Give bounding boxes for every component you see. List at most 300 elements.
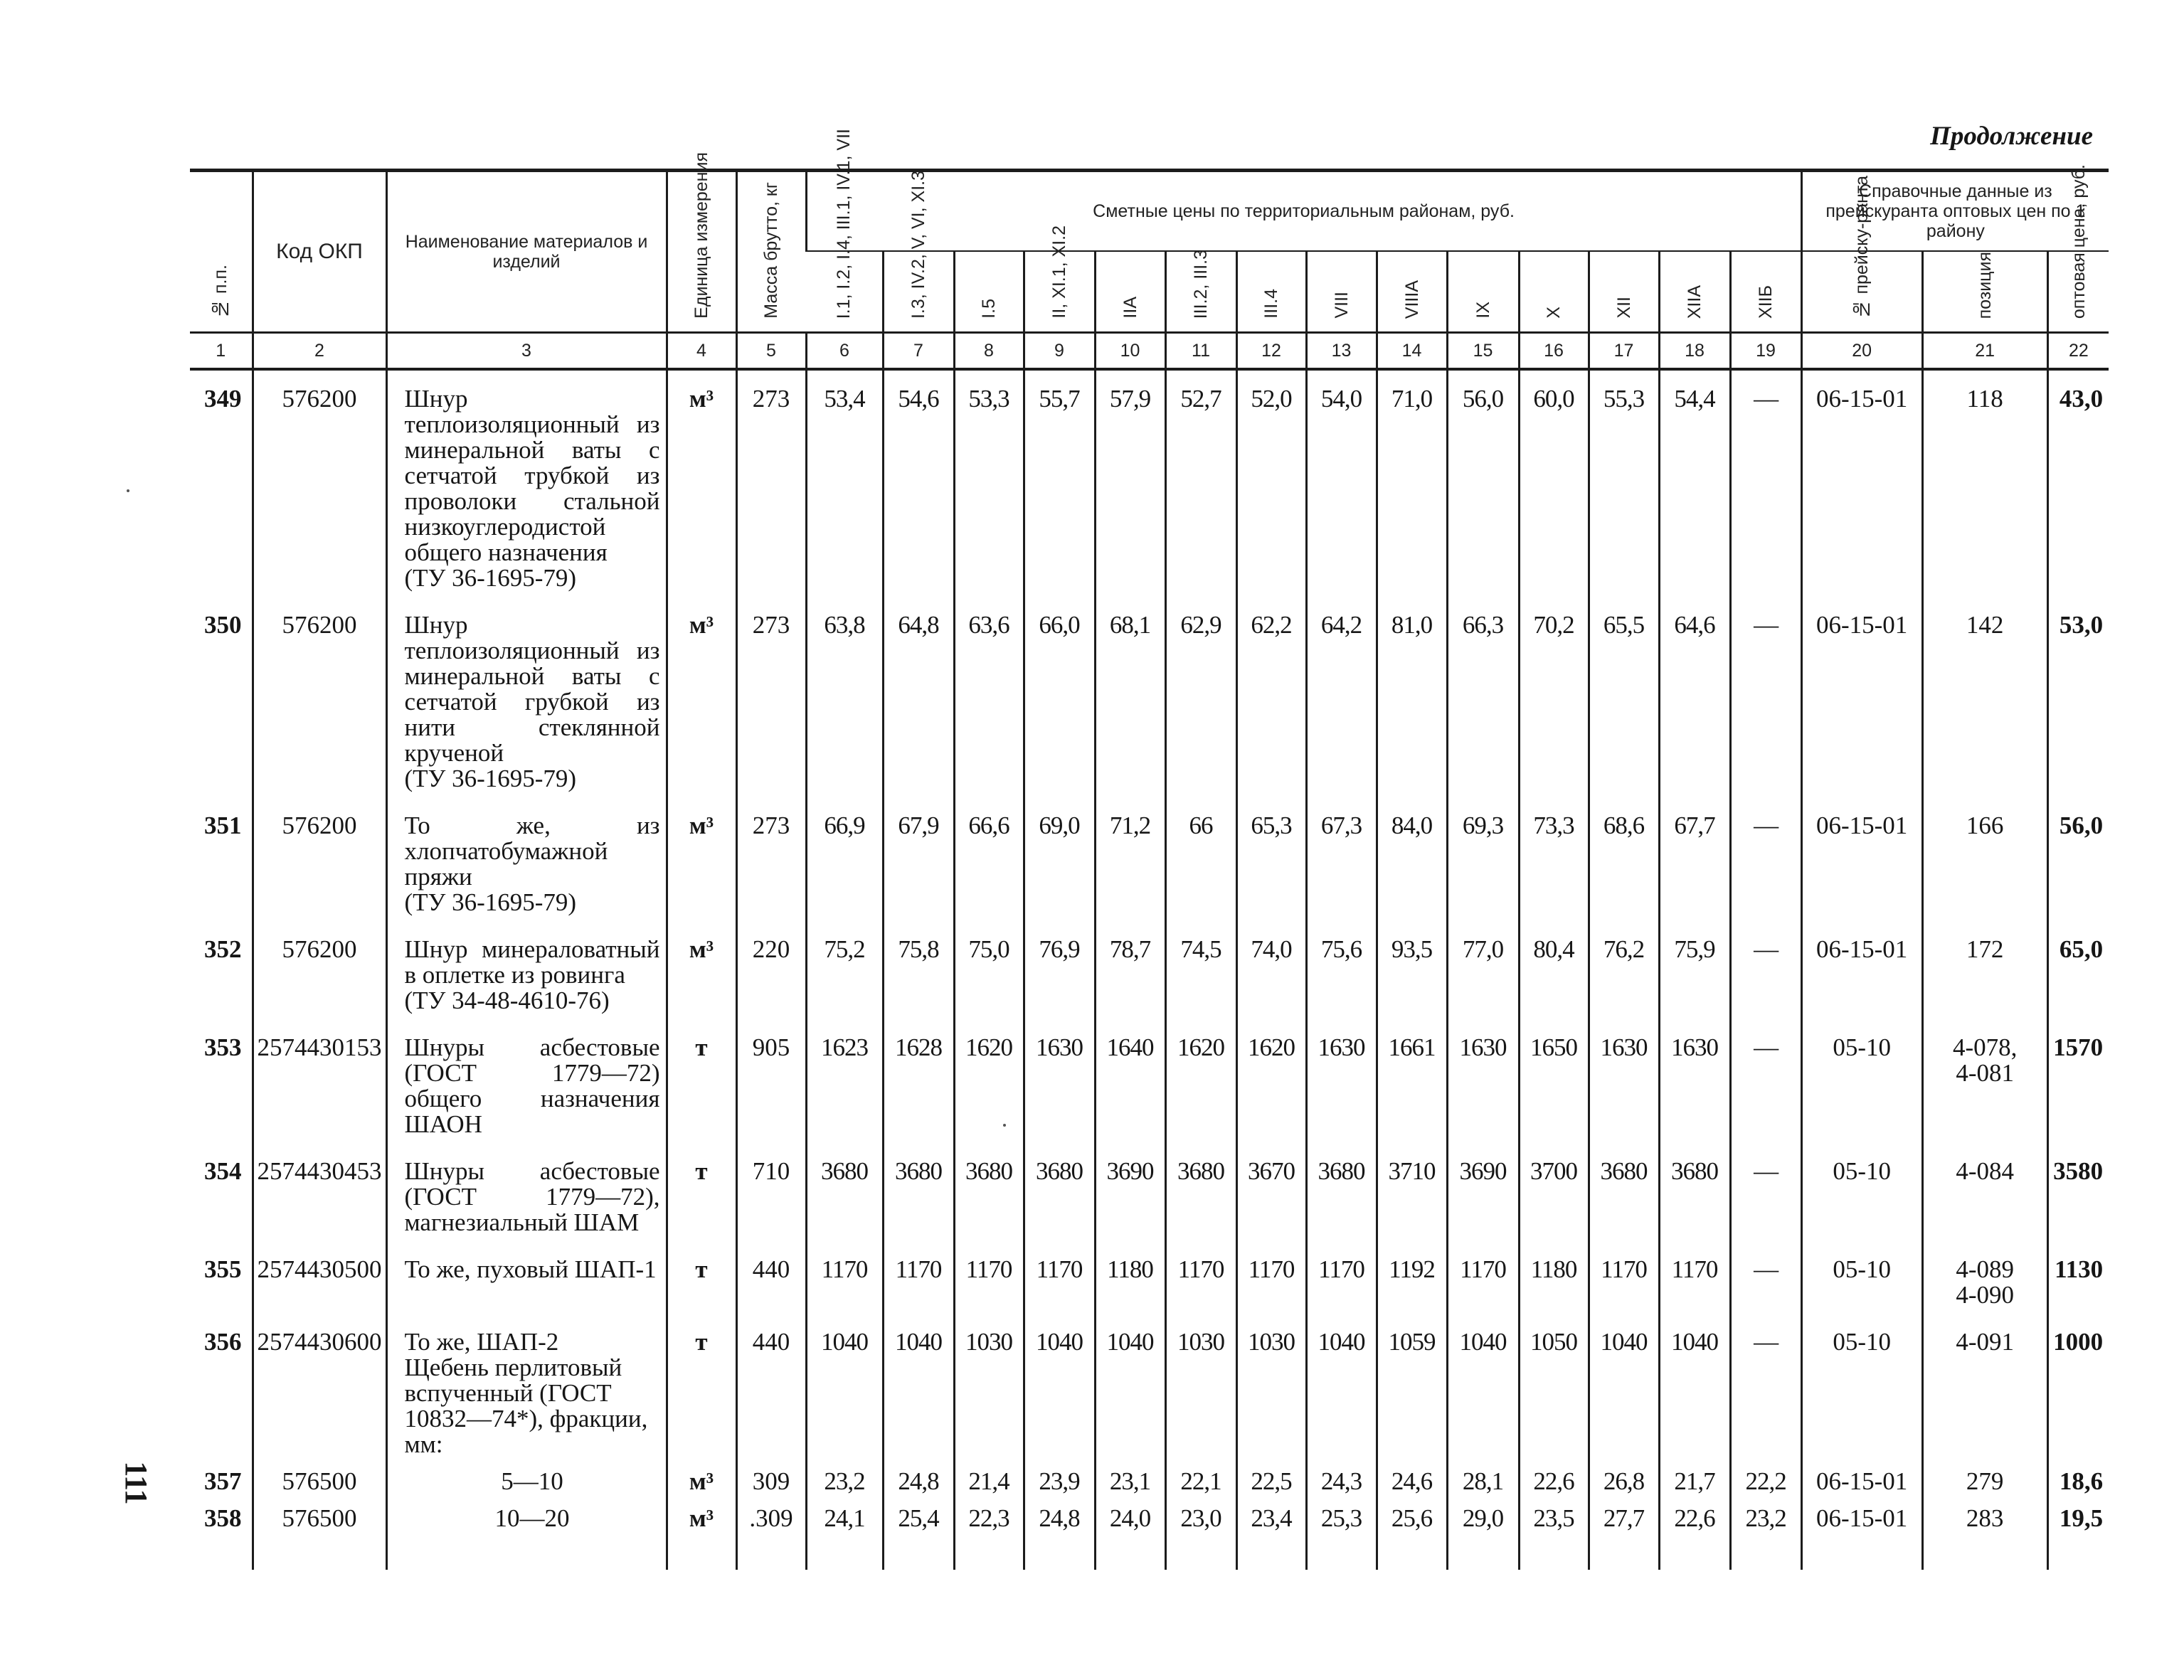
row-catalog: 06-15-01 — [1801, 369, 1922, 605]
row-price: 24,3 — [1306, 1462, 1377, 1499]
row-price: 69,3 — [1447, 806, 1519, 930]
row-price: 3680 — [954, 1152, 1024, 1250]
row-price: 52,0 — [1236, 369, 1306, 605]
row-price: 68,6 — [1589, 806, 1659, 930]
row-price: 52,7 — [1165, 369, 1236, 605]
page-number: 111 — [119, 1461, 154, 1505]
row-price: 56,0 — [1447, 369, 1519, 605]
column-number: 15 — [1447, 333, 1519, 370]
header-region-label: I.1, I.2, I.4, III.1, IV.1, VII — [834, 128, 854, 319]
row-price: 28,1 — [1447, 1462, 1519, 1499]
row-wholesale: 18,6 — [2047, 1462, 2109, 1499]
column-number: 12 — [1236, 333, 1306, 370]
header-index: № п.п. — [190, 171, 253, 333]
column-number: 6 — [806, 333, 883, 370]
row-code: 2574430500 — [253, 1250, 386, 1322]
header-region — [1447, 251, 1519, 333]
header-region-label: X — [1544, 307, 1564, 319]
row-price: 64,2 — [1306, 605, 1377, 806]
row-price: 3680 — [1306, 1152, 1377, 1250]
header-region — [1659, 251, 1730, 333]
row-name — [386, 1499, 667, 1570]
row-price: 23,1 — [1095, 1462, 1165, 1499]
table-row — [190, 806, 2109, 930]
row-catalog: 05-10 — [1801, 1028, 1922, 1152]
row-name-text: Шнуры асбестовые (ГОСТ 1779—72), магнезиальный ШАМ — [404, 1157, 660, 1236]
row-index: 356 — [204, 1328, 242, 1356]
row-price: 25,6 — [1377, 1499, 1447, 1570]
row-price: — — [1730, 1322, 1801, 1462]
row-price: 77,0 — [1447, 930, 1519, 1028]
row-price: 70,2 — [1519, 605, 1589, 806]
row-price: 1040 — [1589, 1322, 1659, 1462]
row-price: 54,0 — [1306, 369, 1377, 605]
header-mass: Масса брутто, кг — [736, 171, 806, 333]
row-position: 4-091 — [1922, 1322, 2047, 1462]
header-region — [1165, 251, 1236, 333]
row-price: 1180 — [1095, 1250, 1165, 1322]
row-name — [386, 1152, 667, 1250]
row-price: 26,8 — [1589, 1462, 1659, 1499]
row-price: 1630 — [1659, 1028, 1730, 1152]
row-name-text: Шнур теплоизоляционный из минеральной ваты с сетчатой грубкой из нити стеклянной крученой — [404, 611, 660, 767]
row-price: 1030 — [1236, 1322, 1306, 1462]
row-wholesale: 3580 — [2047, 1152, 2109, 1250]
row-catalog: 06-15-01 — [1801, 930, 1922, 1028]
row-price: 74,5 — [1165, 930, 1236, 1028]
row-price: 1040 — [1024, 1322, 1095, 1462]
header-prices-group: Сметные цены по территориальным районам, руб. — [806, 171, 1801, 252]
row-price: 1040 — [1659, 1322, 1730, 1462]
row-name — [386, 1462, 667, 1499]
row-price: 67,7 — [1659, 806, 1730, 930]
row-price: 24,8 — [1024, 1499, 1095, 1570]
row-code: 2574430153 — [253, 1028, 386, 1152]
row-price: 1180 — [1519, 1250, 1589, 1322]
row-unit: т — [667, 1152, 736, 1250]
row-price: 22,5 — [1236, 1462, 1306, 1499]
row-price: 3670 — [1236, 1152, 1306, 1250]
column-number: 3 — [386, 333, 667, 370]
row-price: 22,3 — [954, 1499, 1024, 1570]
row-price: 1630 — [1589, 1028, 1659, 1152]
row-index: 357 — [204, 1467, 242, 1495]
header-region-label: VIIIA — [1401, 280, 1422, 319]
row-price: 62,2 — [1236, 605, 1306, 806]
row-price: 76,2 — [1589, 930, 1659, 1028]
header-region — [883, 170, 954, 333]
row-name-note: (ТУ 36-1695-79) — [404, 888, 577, 916]
row-price: 22,1 — [1165, 1462, 1236, 1499]
row-wholesale: 43,0 — [2047, 369, 2109, 605]
header-region — [954, 251, 1024, 333]
row-price: 66,3 — [1447, 605, 1519, 806]
row-name-text: 10—20 — [494, 1504, 570, 1532]
row-price: 1030 — [1165, 1322, 1236, 1462]
row-name-text: То же, из хлопчатобумажной пряжи — [404, 812, 660, 890]
row-wholesale: 53,0 — [2047, 605, 2109, 806]
header-catalog: № прейску-ранта — [1801, 251, 1922, 333]
row-price: 3710 — [1377, 1152, 1447, 1250]
header-region — [1589, 251, 1659, 333]
row-price: 1170 — [1659, 1250, 1730, 1322]
row-position: 4-084 — [1922, 1152, 2047, 1250]
header-region-label: XIIБ — [1756, 285, 1776, 319]
row-code: 576200 — [253, 369, 386, 605]
column-number: 16 — [1519, 333, 1589, 370]
row-mass: 273 — [736, 806, 806, 930]
row-price: 1030 — [954, 1322, 1024, 1462]
row-price: 23,4 — [1236, 1499, 1306, 1570]
row-price: 22,6 — [1519, 1462, 1589, 1499]
column-number: 10 — [1095, 333, 1165, 370]
row-code: 576200 — [253, 806, 386, 930]
row-price: 1630 — [1447, 1028, 1519, 1152]
row-price: 1620 — [1236, 1028, 1306, 1152]
row-price: 1640 — [1095, 1028, 1165, 1152]
row-price: — — [1730, 369, 1801, 605]
row-price: 21,4 — [954, 1462, 1024, 1499]
row-price: 1170 — [1589, 1250, 1659, 1322]
row-name-text: Шнур минераловатный в оплетке из ровинга — [404, 935, 660, 989]
row-name-text: То же, пуховый ШАП-1 — [404, 1255, 657, 1283]
row-price: 67,9 — [883, 806, 954, 930]
header-region-label: VIII — [1331, 292, 1352, 319]
row-catalog: 05-10 — [1801, 1152, 1922, 1250]
row-price: 1661 — [1377, 1028, 1447, 1152]
row-index: 349 — [204, 385, 242, 413]
header-region — [806, 128, 883, 333]
header-region-label: IIA — [1120, 297, 1140, 319]
row-unit: м³ — [667, 1462, 736, 1499]
table-row — [190, 1499, 2109, 1570]
row-price: 75,2 — [806, 930, 883, 1028]
column-number: 19 — [1730, 333, 1801, 370]
row-name — [386, 1028, 667, 1152]
header-region-label: I.5 — [979, 299, 999, 319]
row-price: 71,0 — [1377, 369, 1447, 605]
header-region — [1236, 251, 1306, 333]
row-price: 67,3 — [1306, 806, 1377, 930]
row-price: 55,3 — [1589, 369, 1659, 605]
header-region — [1377, 251, 1447, 333]
row-price: 75,8 — [883, 930, 954, 1028]
header-region-label: I.3, IV.2, V, VI, XI.3 — [908, 170, 928, 319]
table-row — [190, 1028, 2109, 1152]
row-price: 1170 — [1306, 1250, 1377, 1322]
header-region — [1306, 251, 1377, 333]
row-price: 63,6 — [954, 605, 1024, 806]
row-price: 65,5 — [1589, 605, 1659, 806]
row-mass: 273 — [736, 605, 806, 806]
header-region-label: XIIA — [1685, 285, 1705, 319]
row-price: 74,0 — [1236, 930, 1306, 1028]
row-unit: т — [667, 1028, 736, 1152]
header-name: Наименование материалов и изделий — [386, 171, 667, 333]
row-catalog: 06-15-01 — [1801, 1499, 1922, 1570]
row-price: 29,0 — [1447, 1499, 1519, 1570]
row-position: 142 — [1922, 605, 2047, 806]
row-mass: 905 — [736, 1028, 806, 1152]
column-number: 1 — [190, 333, 253, 370]
row-price: 53,3 — [954, 369, 1024, 605]
row-price: 1170 — [883, 1250, 954, 1322]
row-price: 3690 — [1447, 1152, 1519, 1250]
row-price: 81,0 — [1377, 605, 1447, 806]
row-code: 2574430453 — [253, 1152, 386, 1250]
row-price: 68,1 — [1095, 605, 1165, 806]
row-price: 1170 — [1236, 1250, 1306, 1322]
row-price: 24,6 — [1377, 1462, 1447, 1499]
row-name — [386, 930, 667, 1028]
row-price: 3680 — [1589, 1152, 1659, 1250]
row-price: 1623 — [806, 1028, 883, 1152]
header-code: Код ОКП — [253, 171, 386, 333]
row-position: 172 — [1922, 930, 2047, 1028]
row-name — [386, 605, 667, 806]
row-mass: 273 — [736, 369, 806, 605]
header-region-label: II, XI.1, XI.2 — [1049, 225, 1069, 319]
row-price: 93,5 — [1377, 930, 1447, 1028]
row-name-note: (ТУ 34-48-4610-76) — [404, 987, 610, 1014]
column-number: 22 — [2047, 333, 2109, 370]
row-price: 76,9 — [1024, 930, 1095, 1028]
table-row — [190, 1250, 2109, 1322]
row-price: 55,7 — [1024, 369, 1095, 605]
row-price: 71,2 — [1095, 806, 1165, 930]
row-name — [386, 1322, 667, 1462]
row-price: 1630 — [1306, 1028, 1377, 1152]
row-position: 283 — [1922, 1499, 2047, 1570]
row-name-note: (ТУ 36-1695-79) — [404, 765, 577, 792]
row-mass: 220 — [736, 930, 806, 1028]
header-region — [1095, 251, 1165, 333]
row-catalog: 06-15-01 — [1801, 806, 1922, 930]
table-row — [190, 369, 2109, 605]
row-wholesale: 56,0 — [2047, 806, 2109, 930]
column-number: 17 — [1589, 333, 1659, 370]
row-price: 66,0 — [1024, 605, 1095, 806]
row-code: 2574430600 — [253, 1322, 386, 1462]
row-price: 80,4 — [1519, 930, 1589, 1028]
column-number: 5 — [736, 333, 806, 370]
row-code: 576500 — [253, 1462, 386, 1499]
row-price: 64,8 — [883, 605, 954, 806]
table-row — [190, 1462, 2109, 1499]
row-price: 1630 — [1024, 1028, 1095, 1152]
row-code: 576200 — [253, 605, 386, 806]
row-price: 66,9 — [806, 806, 883, 930]
row-price: 22,2 — [1730, 1462, 1801, 1499]
row-catalog: 05-10 — [1801, 1250, 1922, 1322]
row-index: 354 — [204, 1157, 242, 1185]
row-price: 65,3 — [1236, 806, 1306, 930]
row-wholesale: 19,5 — [2047, 1499, 2109, 1570]
row-price: 24,0 — [1095, 1499, 1165, 1570]
row-price: 62,9 — [1165, 605, 1236, 806]
row-price: 3680 — [806, 1152, 883, 1250]
column-number: 18 — [1659, 333, 1730, 370]
row-price: 24,8 — [883, 1462, 954, 1499]
table-row — [190, 605, 2109, 806]
row-price: 3700 — [1519, 1152, 1589, 1250]
header-region-label: IX — [1473, 302, 1493, 319]
row-price: 84,0 — [1377, 806, 1447, 930]
row-price: 3680 — [1659, 1152, 1730, 1250]
header-region-label: III.4 — [1261, 289, 1281, 319]
column-number: 21 — [1922, 333, 2047, 370]
column-number: 14 — [1377, 333, 1447, 370]
row-price: 1059 — [1377, 1322, 1447, 1462]
row-unit: м³ — [667, 930, 736, 1028]
row-price: 1040 — [806, 1322, 883, 1462]
header-region — [1730, 251, 1801, 333]
row-unit: м³ — [667, 806, 736, 930]
row-mass: 440 — [736, 1322, 806, 1462]
row-name — [386, 369, 667, 605]
row-price: 1050 — [1519, 1322, 1589, 1462]
row-position: 279 — [1922, 1462, 2047, 1499]
row-price: 78,7 — [1095, 930, 1165, 1028]
row-price: 66 — [1165, 806, 1236, 930]
row-wholesale: 1130 — [2047, 1250, 2109, 1322]
row-price: 23,9 — [1024, 1462, 1095, 1499]
row-price: 1170 — [954, 1250, 1024, 1322]
table-row — [190, 1152, 2109, 1250]
row-unit: т — [667, 1250, 736, 1322]
row-price: — — [1730, 1028, 1801, 1152]
row-name-note: (ТУ 36-1695-79) — [404, 564, 577, 592]
column-number: 9 — [1024, 333, 1095, 370]
row-wholesale: 1570 — [2047, 1028, 2109, 1152]
row-name-text: Шнуры асбестовые (ГОСТ 1779—72) общего назначения ШАОН — [404, 1033, 660, 1138]
row-price: 27,7 — [1589, 1499, 1659, 1570]
row-price: 73,3 — [1519, 806, 1589, 930]
row-price: 54,6 — [883, 369, 954, 605]
row-price: 24,1 — [806, 1499, 883, 1570]
row-index: 355 — [204, 1255, 242, 1283]
row-price: 75,6 — [1306, 930, 1377, 1028]
row-price: 57,9 — [1095, 369, 1165, 605]
column-number: 13 — [1306, 333, 1377, 370]
row-price: 1628 — [883, 1028, 954, 1152]
row-price: 1620 — [954, 1028, 1024, 1152]
header-region-label: XII — [1613, 297, 1634, 319]
row-price: 1170 — [806, 1250, 883, 1322]
row-wholesale: 65,0 — [2047, 930, 2109, 1028]
row-unit: м³ — [667, 605, 736, 806]
row-catalog: 06-15-01 — [1801, 605, 1922, 806]
row-mass: 440 — [736, 1250, 806, 1322]
header-reference-group: Справочные данные из прейскуранта оптовых цен по 1 району — [1801, 171, 2109, 252]
column-number-row — [190, 333, 2109, 370]
row-price: 66,6 — [954, 806, 1024, 930]
row-price: 54,4 — [1659, 369, 1730, 605]
row-unit: м³ — [667, 1499, 736, 1570]
row-catalog: 06-15-01 — [1801, 1462, 1922, 1499]
row-wholesale: 1000 — [2047, 1322, 2109, 1462]
row-price: 64,6 — [1659, 605, 1730, 806]
row-index: 353 — [204, 1033, 242, 1061]
row-unit: м³ — [667, 369, 736, 605]
row-name-text: То же, ШАП-2 — [404, 1328, 559, 1356]
row-price: 75,9 — [1659, 930, 1730, 1028]
row-index: 350 — [204, 611, 242, 639]
row-mass: 710 — [736, 1152, 806, 1250]
row-price: 63,8 — [806, 605, 883, 806]
row-price: 1192 — [1377, 1250, 1447, 1322]
row-price: 1040 — [1447, 1322, 1519, 1462]
header-region — [1024, 225, 1095, 333]
row-price: — — [1730, 806, 1801, 930]
row-price: 25,4 — [883, 1499, 954, 1570]
row-price: 23,0 — [1165, 1499, 1236, 1570]
row-price: 1170 — [1447, 1250, 1519, 1322]
row-position: 4-078, 4-081 — [1922, 1028, 2047, 1152]
row-price: 3680 — [1165, 1152, 1236, 1250]
row-code: 576200 — [253, 930, 386, 1028]
row-price: 3690 — [1095, 1152, 1165, 1250]
row-index: 351 — [204, 812, 242, 839]
row-price: 1170 — [1024, 1250, 1095, 1322]
table-row — [190, 1322, 2109, 1462]
row-price: 69,0 — [1024, 806, 1095, 930]
header-wholesale: оптовая цена, руб. — [2047, 251, 2109, 333]
row-mass: 309 — [736, 1462, 806, 1499]
column-number: 11 — [1165, 333, 1236, 370]
row-code: 576500 — [253, 1499, 386, 1570]
row-price: 1040 — [883, 1322, 954, 1462]
row-price: 1040 — [1306, 1322, 1377, 1462]
row-name-text: 5—10 — [501, 1467, 563, 1495]
row-price: 60,0 — [1519, 369, 1589, 605]
table-body — [190, 369, 2109, 1570]
row-price: 22,6 — [1659, 1499, 1730, 1570]
row-price: 1650 — [1519, 1028, 1589, 1152]
row-name-text: Шнур теплоизоляционный из минеральной ваты с сетчатой трубкой из проволоки стальной низкоуглеродистой общего назначения — [404, 385, 660, 566]
row-price: 53,4 — [806, 369, 883, 605]
row-price: 23,5 — [1519, 1499, 1589, 1570]
row-position: 4-089 4-090 — [1922, 1250, 2047, 1322]
column-number: 20 — [1801, 333, 1922, 370]
row-price: 3680 — [883, 1152, 954, 1250]
stray-dot — [127, 489, 129, 492]
column-number: 4 — [667, 333, 736, 370]
row-price: — — [1730, 605, 1801, 806]
row-index: 358 — [204, 1504, 242, 1532]
row-index: 352 — [204, 935, 242, 963]
column-number: 2 — [253, 333, 386, 370]
header-region-label: III.2, III.3 — [1191, 249, 1211, 319]
row-price: 1170 — [1165, 1250, 1236, 1322]
row-price: — — [1730, 1250, 1801, 1322]
row-position: 166 — [1922, 806, 2047, 930]
row-price: — — [1730, 930, 1801, 1028]
row-price: 75,0 — [954, 930, 1024, 1028]
row-price: 21,7 — [1659, 1462, 1730, 1499]
row-unit: т — [667, 1322, 736, 1462]
row-price: 25,3 — [1306, 1499, 1377, 1570]
row-catalog: 05-10 — [1801, 1322, 1922, 1462]
table-row — [190, 930, 2109, 1028]
header-position: позиция — [1922, 251, 2047, 333]
row-name — [386, 806, 667, 930]
row-price: — — [1730, 1152, 1801, 1250]
row-position: 118 — [1922, 369, 2047, 605]
row-price: 23,2 — [1730, 1499, 1801, 1570]
continuation-label: Продолжение — [1930, 122, 2093, 151]
column-number: 8 — [954, 333, 1024, 370]
